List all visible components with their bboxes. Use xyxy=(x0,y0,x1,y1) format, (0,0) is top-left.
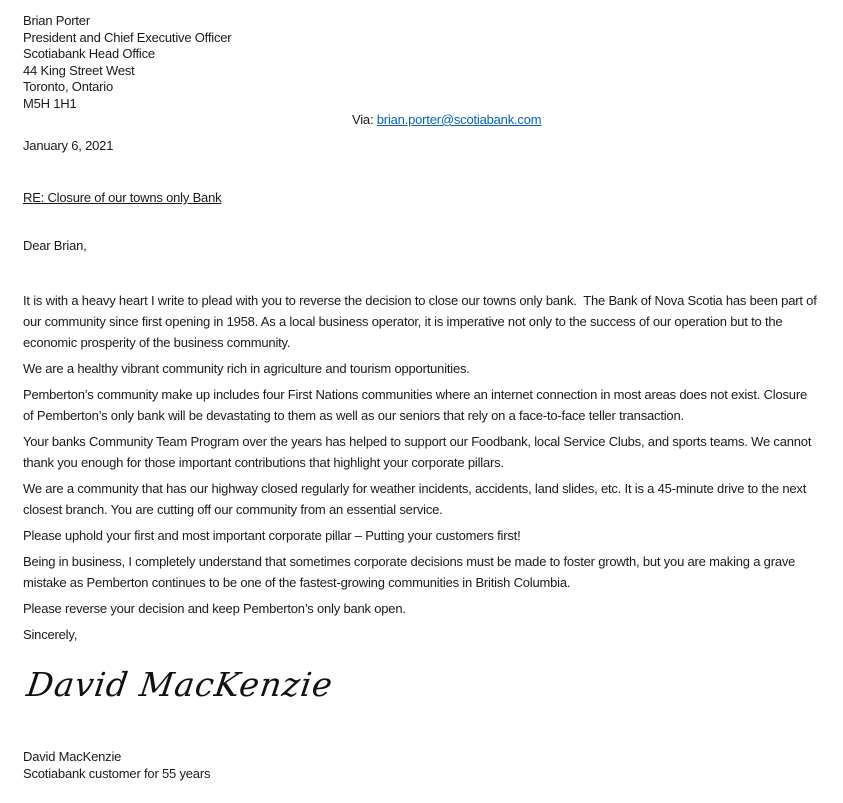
recipient-line: Toronto, Ontario xyxy=(23,79,114,94)
handwritten-signature: David MacKenzie xyxy=(24,665,336,704)
recipient-block xyxy=(23,13,820,112)
body-paragraph: We are a healthy vibrant community rich in agriculture and tourism opportunities. xyxy=(23,361,470,376)
recipient-line: President and Chief Executive Officer xyxy=(23,29,232,45)
via-line xyxy=(23,112,820,129)
body-paragraph: Pemberton’s community make up includes four First Nations communities where an internet connection in most areas does not exist. Closure of Pemberton’s only bank will be devastating to them as well as our seniors that rely on a face-to-face teller transaction. xyxy=(23,387,811,423)
recipient-line: 44 King Street West xyxy=(23,62,135,78)
signer-name: David MacKenzie xyxy=(23,749,122,764)
via-label: Via: xyxy=(352,112,377,127)
email-link[interactable]: brian.porter@scotiabank.com xyxy=(376,112,542,127)
body-paragraph: Your banks Community Team Program over the years has helped to support our Foodbank, local Service Clubs, and sports teams. We cannot thank you enough for those important contributions that highlight your corporate pillars. xyxy=(23,434,815,470)
date-line: January 6, 2021 xyxy=(23,137,114,153)
body-paragraph: Please uphold your first and most important corporate pillar – Putting your customers first! xyxy=(23,528,521,543)
salutation: Dear Brian, xyxy=(23,237,87,253)
body-paragraph: Please reverse your decision and keep Pemberton’s only bank open. xyxy=(23,601,406,616)
body-paragraph: We are a community that has our highway closed regularly for weather incidents, accidents, land slides, etc. It is a 45-minute drive to the next closest branch. You are cutting off our community from an essential service. xyxy=(23,481,810,517)
body-paragraph: Being in business, I completely understand that sometimes corporate decisions must be made to foster growth, but you are making a grave mistake as Pemberton continues to be one of the fastest-growing communities in British Columbia. xyxy=(23,554,799,590)
signer-tagline: Scotiabank customer for 55 years xyxy=(23,765,211,781)
recipient-line: Scotiabank Head Office xyxy=(23,46,155,61)
closing: Sincerely, xyxy=(23,627,78,642)
body-paragraph: It is with a heavy heart I write to plead with you to reverse the decision to close our towns only bank. The Bank of Nova Scotia has been part of our community since first opening in 1958. As a local business operator, it is imperative not only to the success of our operation but to the economic prosperity of the business community. xyxy=(23,293,821,350)
recipient-line: M5H 1H1 xyxy=(23,95,77,111)
recipient-line: Brian Porter xyxy=(23,13,90,28)
letter-body xyxy=(23,290,820,645)
signer-block xyxy=(23,749,820,782)
subject-line: RE: Closure of our towns only Bank xyxy=(23,190,222,205)
